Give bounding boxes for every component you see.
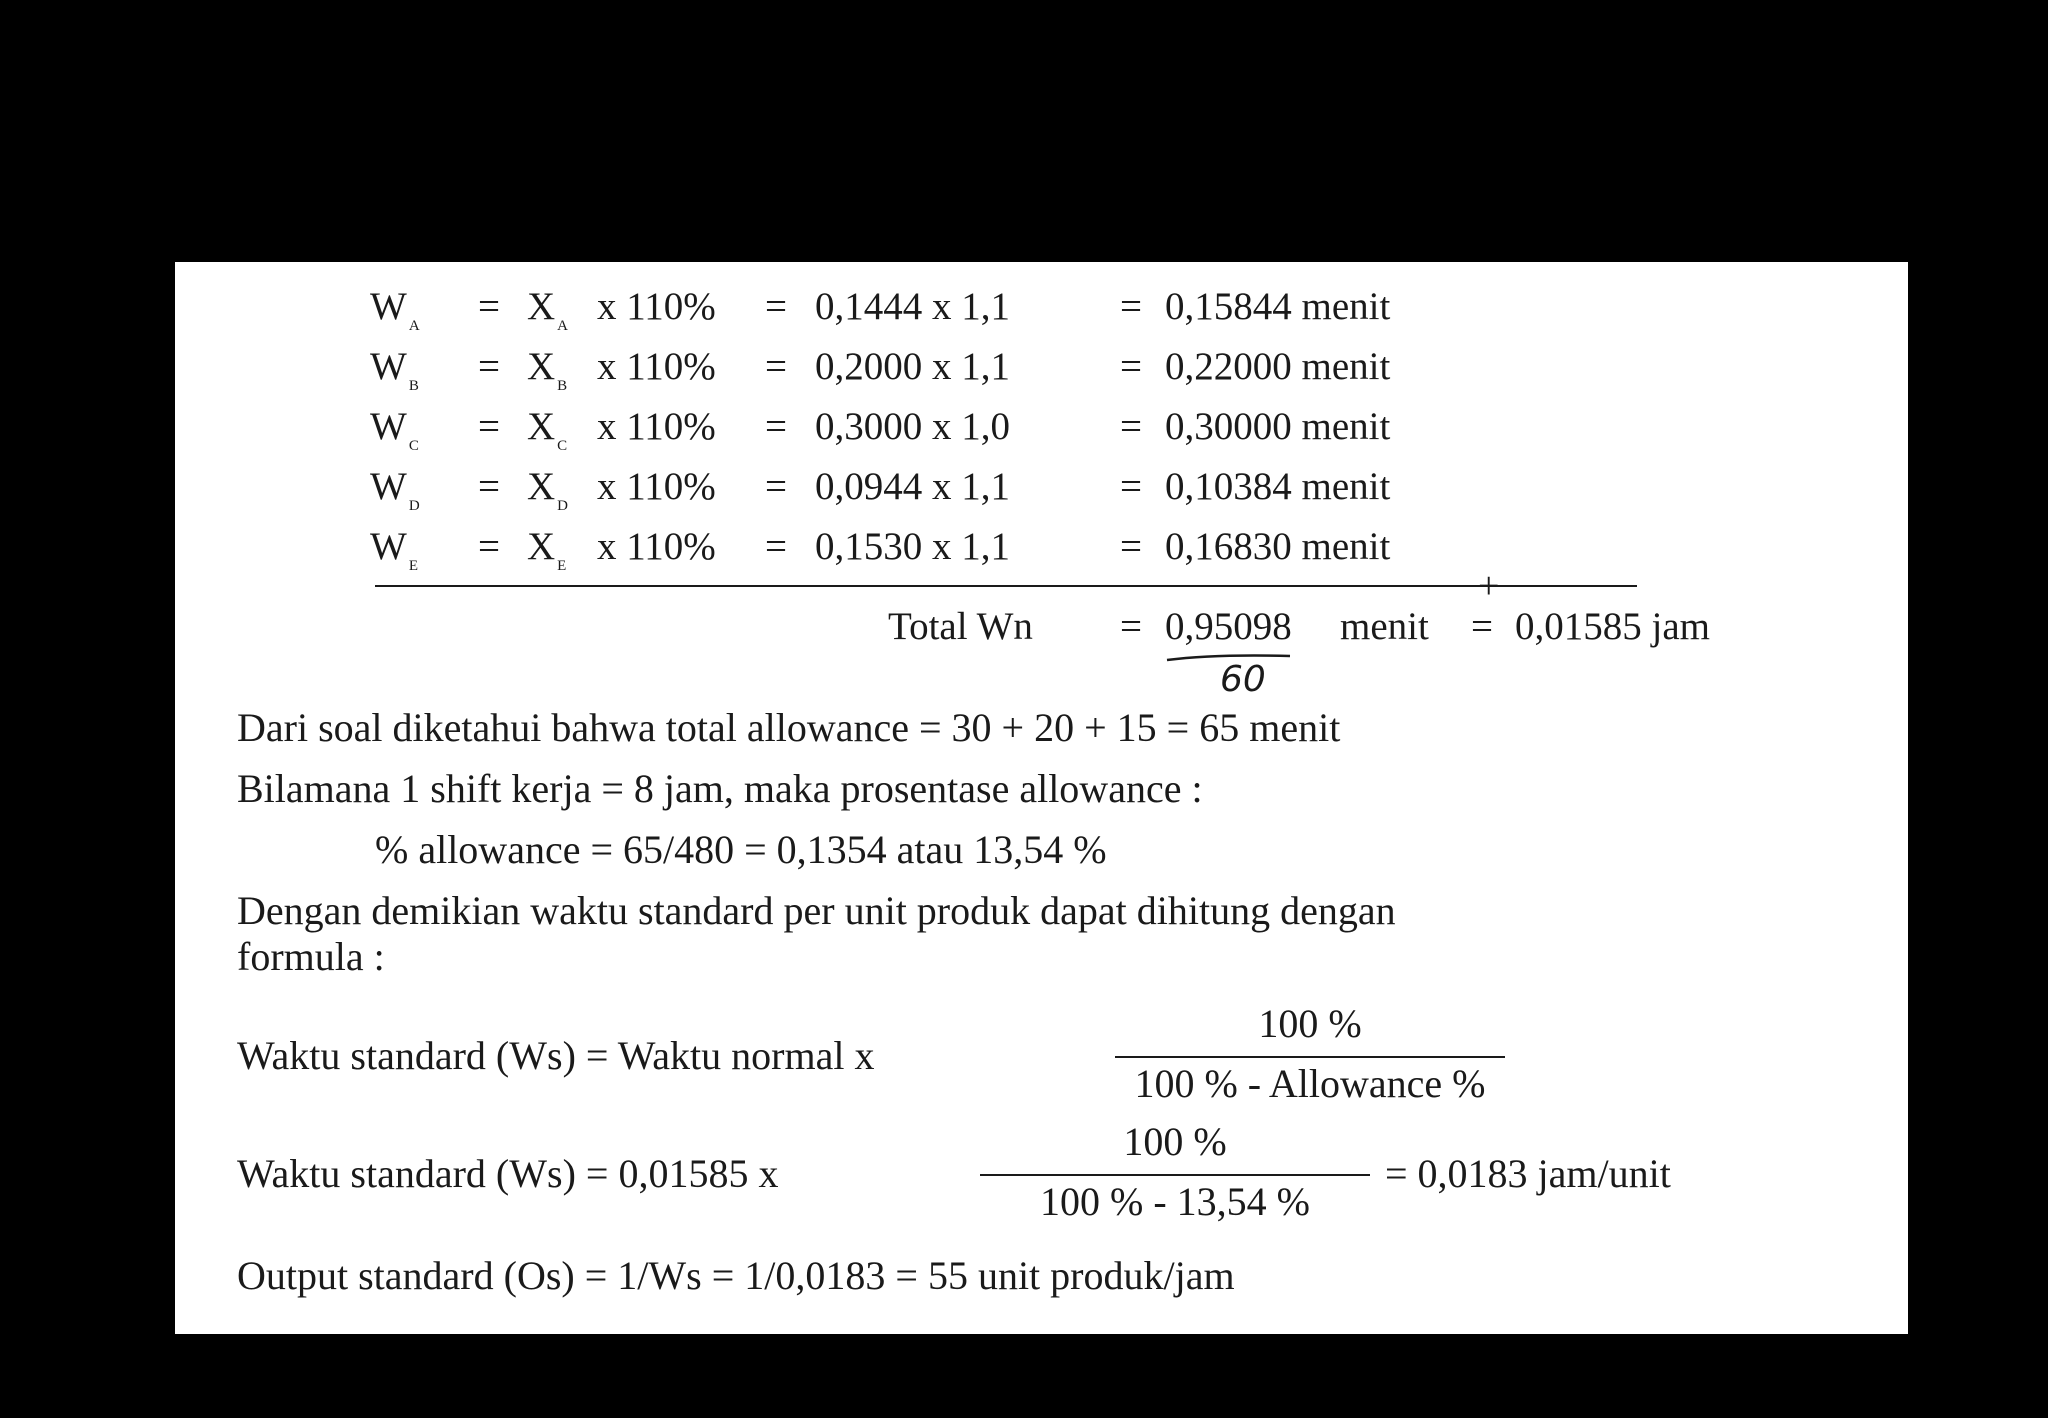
w-symbol: W $_E$ xyxy=(370,525,418,574)
intro-line-2: formula : xyxy=(237,934,385,979)
ws-result: = 0,0183 jam/unit xyxy=(1385,1151,1671,1196)
handwritten-divisor: 60 xyxy=(1220,659,1266,700)
w-symbol: W $_A$ xyxy=(370,285,420,334)
x-symbol: X $_E$ xyxy=(527,525,567,574)
fraction-bar xyxy=(980,1174,1370,1176)
sum-rule xyxy=(375,585,1637,587)
x-symbol: X $_A$ xyxy=(527,285,569,334)
plus-sign: + xyxy=(1478,565,1500,607)
intro-line-1: Dengan demikian waktu standard per unit produk dapat dihitung dengan xyxy=(237,888,1396,933)
x-symbol: X $_D$ xyxy=(527,465,569,514)
fraction-bar xyxy=(1115,1056,1505,1058)
scanned-page: W $_A$ = X $_A$ x 110% = 0,1444 x 1,1 = 0,15844 menit W $_B$ = X $_B$ x 110% = 0,2000 x 1,1 = 0,22000 menit W $_C$ = X $_C$ x 110% = 0,3000 x 1,0 = 0,30000 menit W $_D$ = X $_D$ x 110% = 0,0944 x 1,1 = 0,10384 menit W $_E$ = X $_E$ x 110% = 0,1530 x 1,1 = 0,16830 menit + Total Wn = 0,95098 menit = 0,01585 jam 60 Dari soal diketahui bahwa total allowance = 30 + 20 + 15 = 65 menit Bilamana 1 shift kerja = 8 jam, maka prosentase allowance : % allowance = 65/480 = 0,1354 atau 13,54 % Dengan demikian waktu standard per unit produk dapat dihitung dengan formula : Waktu standard (Ws) = Waktu normal x 100 % 100 % - Allowance % Waktu standard (Ws) = 0,01585 x 100 % 100 % - 13,54 % = 0,0183 jam/unit Output standard (Os) = 1/Ws = 1/0,0183 = 55 unit produk/jam xyxy=(175,262,1908,1334)
x-symbol: X $_C$ xyxy=(527,405,568,454)
output-standard-text: Output standard (Os) = 1/Ws = 1/0,0183 = 55 unit produk/jam xyxy=(237,1253,1235,1298)
fraction-numerator: 100 % xyxy=(1123,1119,1227,1164)
total-value: 0,95098 xyxy=(1165,605,1292,648)
shift-text: Bilamana 1 shift kerja = 8 jam, maka prosentase allowance : xyxy=(237,766,1203,811)
total-hours: 0,01585 jam xyxy=(1515,605,1710,648)
allowance-pct-text: % allowance = 65/480 = 0,1354 atau 13,54 % xyxy=(375,827,1107,872)
w-symbol: W $_D$ xyxy=(370,465,420,514)
total-label: Total Wn xyxy=(888,605,1033,648)
w-symbol: W $_B$ xyxy=(370,345,419,394)
fraction-denominator: 100 % - Allowance % xyxy=(1134,1061,1486,1106)
x-symbol: X $_B$ xyxy=(527,345,568,394)
fraction-numerator: 100 % xyxy=(1258,1001,1362,1046)
allowance-total-text: Dari soal diketahui bahwa total allowance = 30 + 20 + 15 = 65 menit xyxy=(237,705,1341,750)
w-symbol: W $_C$ xyxy=(370,405,419,454)
fraction-denominator: 100 % - 13,54 % xyxy=(1040,1179,1310,1224)
